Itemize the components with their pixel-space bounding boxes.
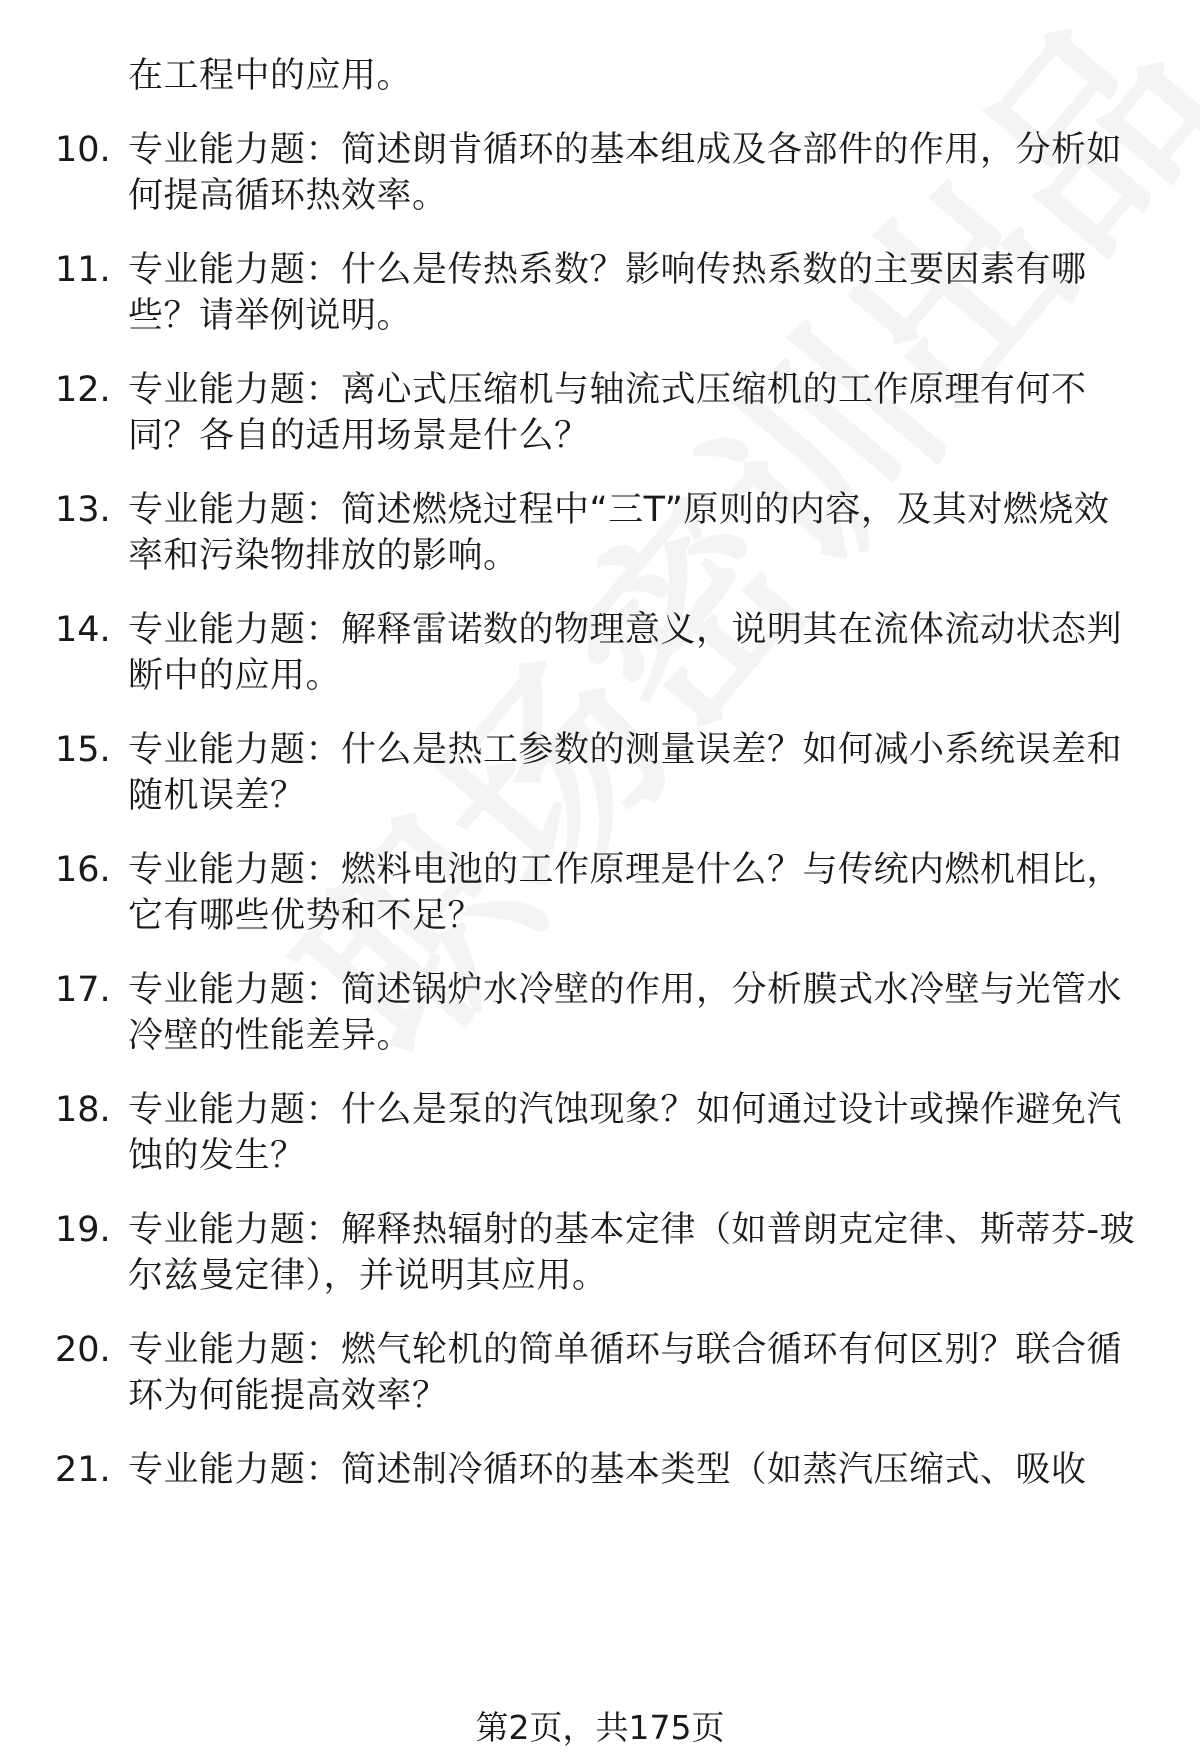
item-text-line1: 专业能力题：离心式压缩机与轴流式压缩机的工作原理有何不 — [128, 370, 1087, 410]
item-text-line1: 专业能力题：燃料电池的工作原理是什么？与传统内燃机相比， — [128, 850, 1123, 890]
item-number: 19. — [55, 1210, 111, 1250]
item-number: 14. — [55, 610, 111, 650]
item-text-line2: 断中的应用。 — [128, 656, 342, 696]
item-text-line1: 专业能力题：解释雷诺数的物理意义，说明其在流体流动状态判 — [128, 610, 1123, 650]
continuation-text: 在工程中的应用。 — [128, 56, 413, 96]
item-text-line1: 专业能力题：简述朗肯循环的基本组成及各部件的作用，分析如 — [128, 130, 1123, 170]
item-number: 15. — [55, 730, 111, 770]
item-number: 16. — [55, 850, 111, 890]
page-footer: 第2页，共175页 — [475, 1708, 725, 1747]
item-text-line1: 专业能力题：简述制冷循环的基本类型（如蒸汽压缩式、吸收 — [128, 1450, 1087, 1490]
item-text-line1: 专业能力题：什么是泵的汽蚀现象？如何通过设计或操作避免汽 — [128, 1090, 1123, 1130]
item-number: 11. — [55, 250, 111, 290]
item-text-line2: 随机误差？ — [128, 776, 306, 816]
item-text-line2: 蚀的发生？ — [128, 1136, 306, 1176]
item-text-line2: 些？请举例说明。 — [128, 296, 413, 336]
item-text-line1: 专业能力题：什么是热工参数的测量误差？如何减小系统误差和 — [128, 730, 1123, 770]
item-text-line2: 它有哪些优势和不足？ — [128, 896, 484, 936]
item-number: 18. — [55, 1090, 111, 1130]
item-text-line1: 专业能力题：燃气轮机的简单循环与联合循环有何区别？联合循 — [128, 1330, 1123, 1370]
item-text-line2: 尔兹曼定律），并说明其应用。 — [128, 1256, 608, 1296]
item-text-line1: 专业能力题：什么是传热系数？影响传热系数的主要因素有哪 — [128, 250, 1087, 290]
item-text-line1: 专业能力题：简述燃烧过程中“三T”原则的内容，及其对燃烧效 — [128, 490, 1110, 530]
item-number: 12. — [55, 370, 111, 410]
item-number: 10. — [55, 130, 111, 170]
item-number: 13. — [55, 490, 111, 530]
item-number: 21. — [55, 1450, 111, 1490]
item-text-line1: 专业能力题：简述锅炉水冷壁的作用，分析膜式水冷壁与光管水 — [128, 970, 1123, 1010]
item-text-line2: 何提高循环热效率。 — [128, 176, 448, 216]
item-number: 20. — [55, 1330, 111, 1370]
item-text-line2: 率和污染物排放的影响。 — [128, 536, 519, 576]
item-text-line2: 冷壁的性能差异。 — [128, 1016, 413, 1056]
item-text-line2: 同？各自的适用场景是什么？ — [128, 416, 590, 456]
item-text-line1: 专业能力题：解释热辐射的基本定律（如普朗克定律、斯蒂芬-玻 — [128, 1210, 1136, 1250]
item-number: 17. — [55, 970, 111, 1010]
item-text-line2: 环为何能提高效率？ — [128, 1376, 448, 1416]
